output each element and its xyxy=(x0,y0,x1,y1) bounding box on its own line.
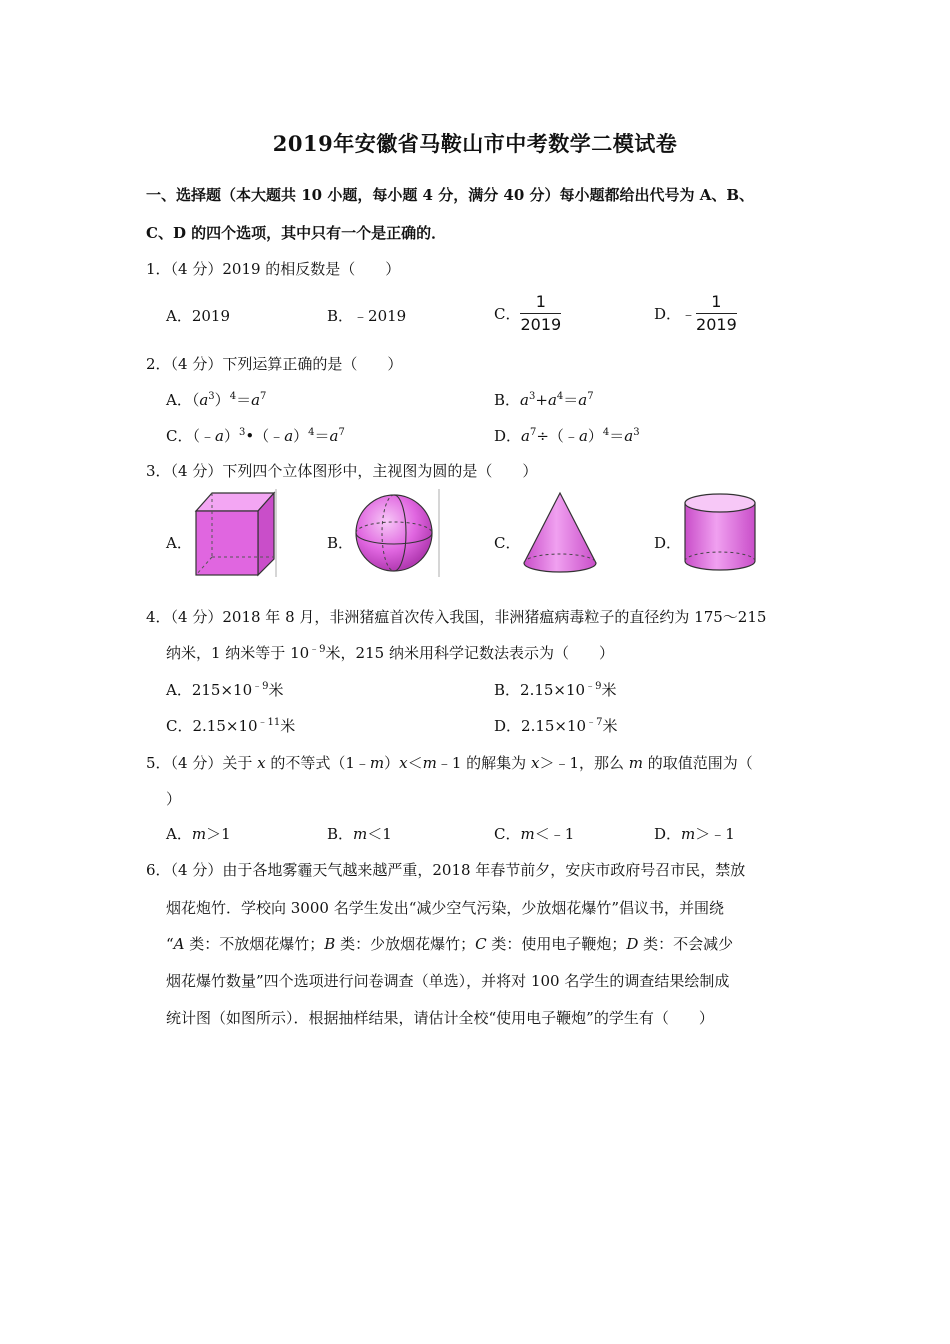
q4-option-d: D．$2.15\times 10^{﹣7}$米 xyxy=(494,717,618,735)
exam-title: 2019年安徽省马鞍山市中考数学二模试卷 xyxy=(272,131,678,156)
q1-option-b: B．﹣2019 xyxy=(327,307,407,325)
q4-option-b: B．$2.15\times 10^{﹣9}$米 xyxy=(494,681,617,699)
sphere-figure xyxy=(352,489,442,577)
q4-option-a: A．$215\times 10^{﹣9}$米 xyxy=(166,681,284,699)
q5-option-a: A．m＞1 xyxy=(166,825,231,843)
q3-stem: 3．（4 分）下列四个立体图形中，主视图为圆的是（ ） xyxy=(146,462,538,480)
section-heading-line1: 一、选择题（本大题共 10 小题，每小题 4 分，满分 40 分）每小题都给出代号为 A、B、 xyxy=(146,186,755,204)
cylinder-figure xyxy=(680,489,760,577)
q1-option-c: C． $\frac{1}{2019}$ xyxy=(494,292,562,334)
q2-stem: 2．（4 分）下列运算正确的是（ ） xyxy=(146,355,403,373)
q4-stem-line1: 4．（4 分）2018 年 8 月，非洲猪瘟首次传入我国，非洲猪瘟病毒粒子的直径约为 175～215 xyxy=(146,608,767,626)
cube-figure xyxy=(190,489,278,577)
q6-line3: “A 类：不放烟花爆竹；B 类：少放烟花爆竹；C 类：使用电子鞭炮；D 类：不会减少 xyxy=(166,935,734,953)
q5-stem-line1: 5．（4 分）关于 x 的不等式（1﹣m）x＜m﹣1 的解集为 x＞﹣1，那么 m 的取值范围为（ xyxy=(146,754,753,772)
q1-option-d: D．﹣ $\frac{1}{2019}$ xyxy=(654,292,737,334)
q3-option-b: B． xyxy=(327,534,354,552)
q5-option-d: D．m＞﹣1 xyxy=(654,825,735,843)
q6-line2: 烟花炮竹．学校向 3000 名学生发出“减少空气污染，少放烟花爆竹”倡议书，并围绕 xyxy=(166,899,725,917)
q1-option-a: A．2019 xyxy=(166,307,231,325)
q6-line4: 烟花爆竹数量”四个选项进行问卷调查（单选），并将对 100 名学生的调查结果绘制成 xyxy=(166,972,730,990)
q1-option-d-fraction: $\frac{1}{2019}$ xyxy=(696,292,737,334)
q1-stem: 1．（4 分）2019 的相反数是（ ） xyxy=(146,260,401,278)
cone-figure xyxy=(520,489,600,577)
q6-line1: 6．（4 分）由于各地雾霾天气越来越严重，2018 年春节前夕，安庆市政府号召市民，禁放 xyxy=(146,861,746,879)
q5-option-b: B．m＜1 xyxy=(327,825,392,843)
q5-stem-line2: ） xyxy=(166,790,182,808)
q3-option-c: C． xyxy=(494,534,521,552)
q5-option-c: C．m＜﹣1 xyxy=(494,825,575,843)
q3-option-a: A． xyxy=(166,534,192,552)
q4-option-c: C．$2.15\times 10^{﹣11}$米 xyxy=(166,717,296,735)
section-heading-line2: C、D 的四个选项，其中只有一个是正确的． xyxy=(146,224,447,242)
q6-line5: 统计图（如图所示）．根据抽样结果，请估计全校“使用电子鞭炮”的学生有（ ） xyxy=(166,1009,714,1027)
q3-option-d: D． xyxy=(654,534,682,552)
q2-option-c: C．$(﹣a)^3•(﹣a)^4=a^7$ xyxy=(166,427,345,445)
q4-stem-line2: 纳米，1 纳米等于 $10^{﹣9}$米，215 纳米用科学记数法表示为（ ） xyxy=(166,644,614,662)
q2-option-d: D．$a^7\div(﹣a)^4=a^3$ xyxy=(494,427,640,445)
q2-option-b: B．$a^3+a^4=a^7$ xyxy=(494,391,594,409)
q1-option-c-fraction: $\frac{1}{2019}$ xyxy=(520,292,562,334)
q2-option-a: A．$(a^3)^4=a^7$ xyxy=(166,391,267,409)
